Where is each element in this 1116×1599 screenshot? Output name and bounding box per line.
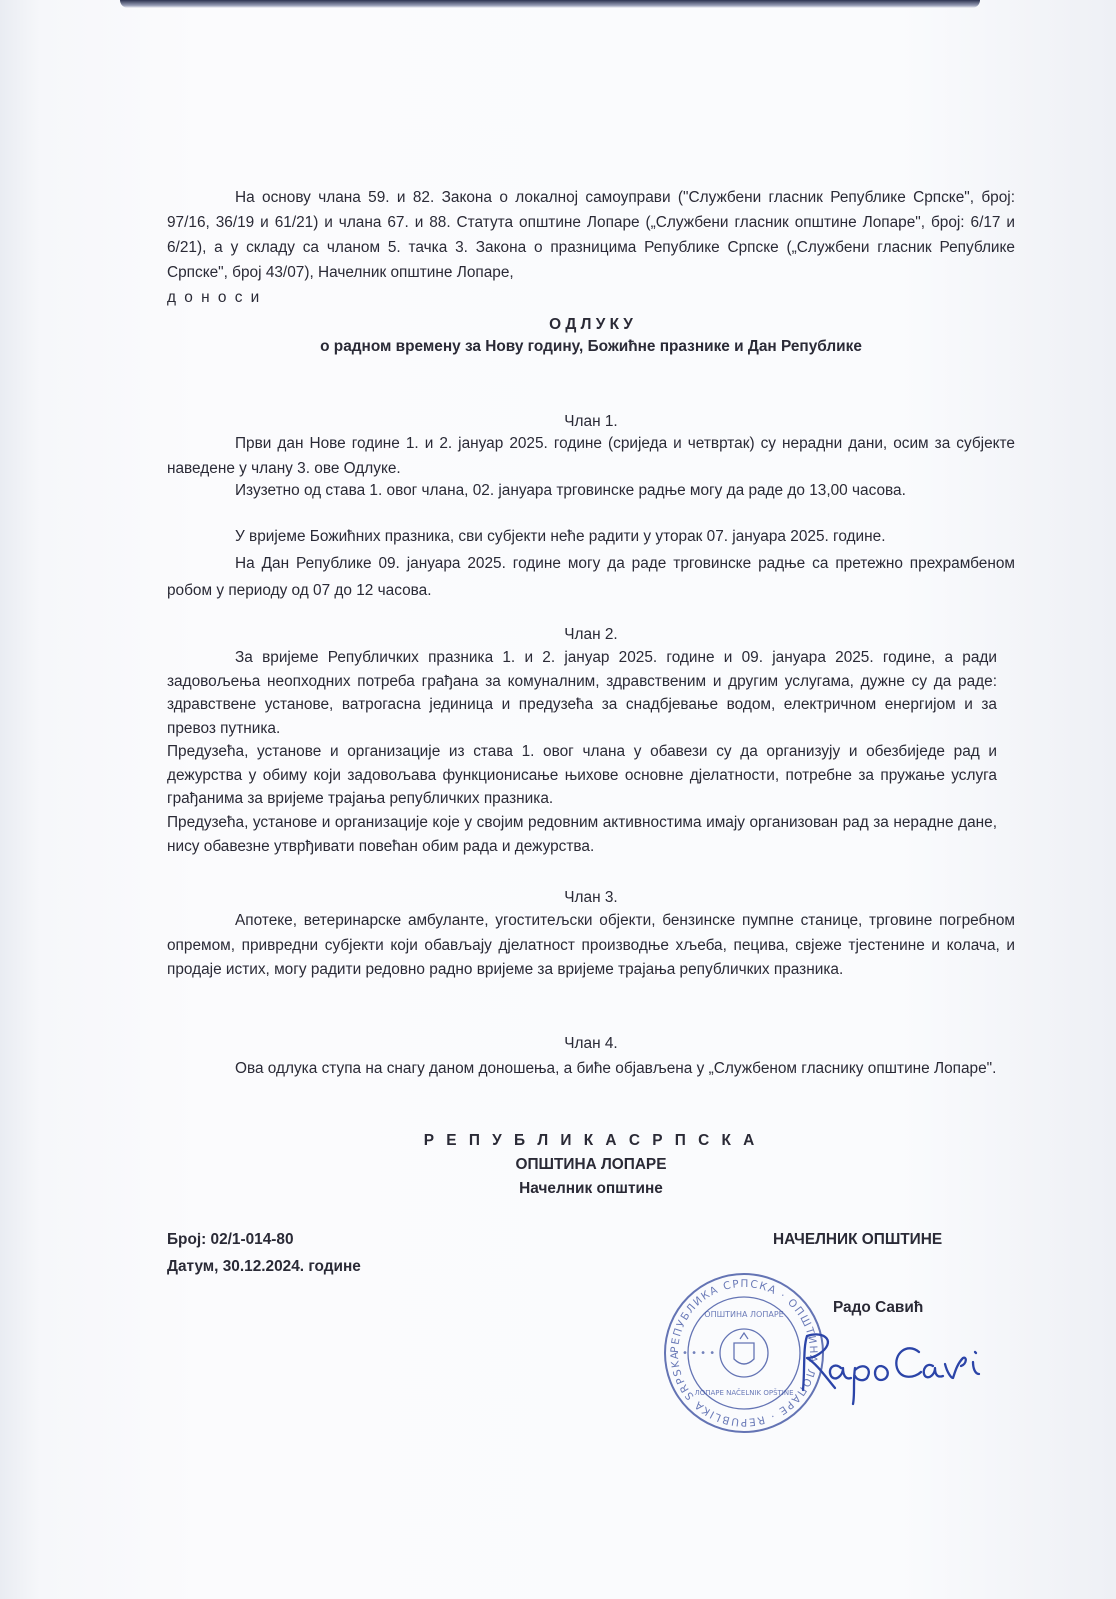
article-4-heading: Члан 4.: [564, 1035, 618, 1052]
decision-title: О Д Л У К У: [549, 316, 633, 333]
stamp-dots: • • • •: [682, 1348, 716, 1359]
preamble-donosi: д о н о с и: [167, 289, 262, 306]
document-date: Датум, 30.12.2024. године: [167, 1258, 361, 1275]
article-1-paragraph: У вријеме Божићних празника, сви субјекти неће радити у уторак 07. јануара 2025. године.: [235, 528, 886, 545]
issuer-municipality: ОПШТИНА ЛОПАРЕ: [515, 1156, 667, 1173]
preamble: На основу члана 59. и 82. Закона о локалној самоуправи ("Службени гласник Републике Српске", број: 97/16, 36/19 и 61/21) и члана 67. и 88. Статута општине Лопаре („Службени гласник општине Лопаре", број: 6/17 и 6/21), а у складу са чланом 5. тачка 3. Закона о празницима Републике Српске („Службени гласник Републике Српске", број 43/07), Начелник општине Лопаре,: [167, 189, 1015, 281]
article-2-heading: Члан 2.: [564, 626, 618, 643]
article-3-heading: Члан 3.: [564, 889, 618, 906]
signatory-title: НАЧЕЛНИК ОПШТИНЕ: [773, 1231, 943, 1248]
article-1-paragraph: Изузетно од става 1. овог члана, 02. јануара трговинске радње могу да раде до 13,00 часова.: [235, 482, 906, 499]
article-3-paragraph: Апотеке, ветеринарске амбуланте, угоститељски објекти, бензинске пумпне станице, трговине погребном опремом, привредни субјекти који обављају дјелатност производње хљеба, пецива, свјеже тјестенине и колача, и продаје истих, могу радити редовно радно вријеме за вријеме трајања републичких празника.: [167, 912, 1015, 978]
scan-edge: [120, 0, 980, 8]
article-1-paragraph: Први дан Нове године 1. и 2. јануар 2025. године (сриједа и четвртак) су нерадни дани, осим за субјекте наведене у члану 3. ове Одлуке.: [167, 435, 1015, 477]
article-1-paragraph: На Дан Републике 09. јануара 2025. године могу да раде трговинске радње са претежно прехрамбеном робом у периоду од 07 до 12 часова.: [167, 555, 1015, 599]
stamp-inner-bottom: ЛОПАРЕ NAČELNIK OPŠTINE: [694, 1389, 794, 1397]
handwritten-signature: [795, 1328, 990, 1408]
issuer-republic: Р Е П У Б Л И К А С Р П С К А: [423, 1132, 759, 1149]
article-4-paragraph: Ова одлука ступа на снагу даном доношења, а биће објављена у „Службеном гласнику општине Лопаре".: [235, 1060, 997, 1077]
article-2-paragraph: Предузећа, установе и организације које у својим редовним активностима имају организован рад за нерадне дане, нису обавезне утврђивати повећан обим рада и дежурства.: [167, 814, 997, 855]
stamp-outer-text: РЕПУБЛИКА СРПСКА · ОПШТИНА ЛОПАРЕ · REPUBLIKA SRPSKA: [668, 1277, 820, 1429]
document-number: Број: 02/1-014-80: [167, 1231, 294, 1248]
issuer-office: Начелник општине: [519, 1180, 663, 1197]
decision-subtitle: о радном времену за Нову годину, Божићне празнике и Дан Републике: [320, 338, 862, 355]
article-2-paragraph: За вријеме Републичких празника 1. и 2. јануар 2025. године и 09. јануара 2025. године, а ради задовољења неопходних потреба грађана за комуналним, здравственим и другим услугама, дужне су да раде: здравствене установе, ватрогасна јединица и предузећа за снадбјевање водом, електричном енергијом и за превоз путника.: [167, 649, 997, 737]
stamp-inner-top: ОПШТИНА ЛОПАРЕ: [704, 1310, 784, 1319]
article-2-paragraph: Предузећа, установе и организације из става 1. овог члана у обавези су да организују и обезбиједе рад и дежурства у обиму који задовољава функционисање њихове основне дјелатности, потребне за пружање услуга грађанима за вријеме трајања републичких празника.: [167, 743, 997, 807]
article-1-heading: Члан 1.: [564, 413, 618, 430]
signatory-name: Радо Савић: [833, 1299, 924, 1316]
